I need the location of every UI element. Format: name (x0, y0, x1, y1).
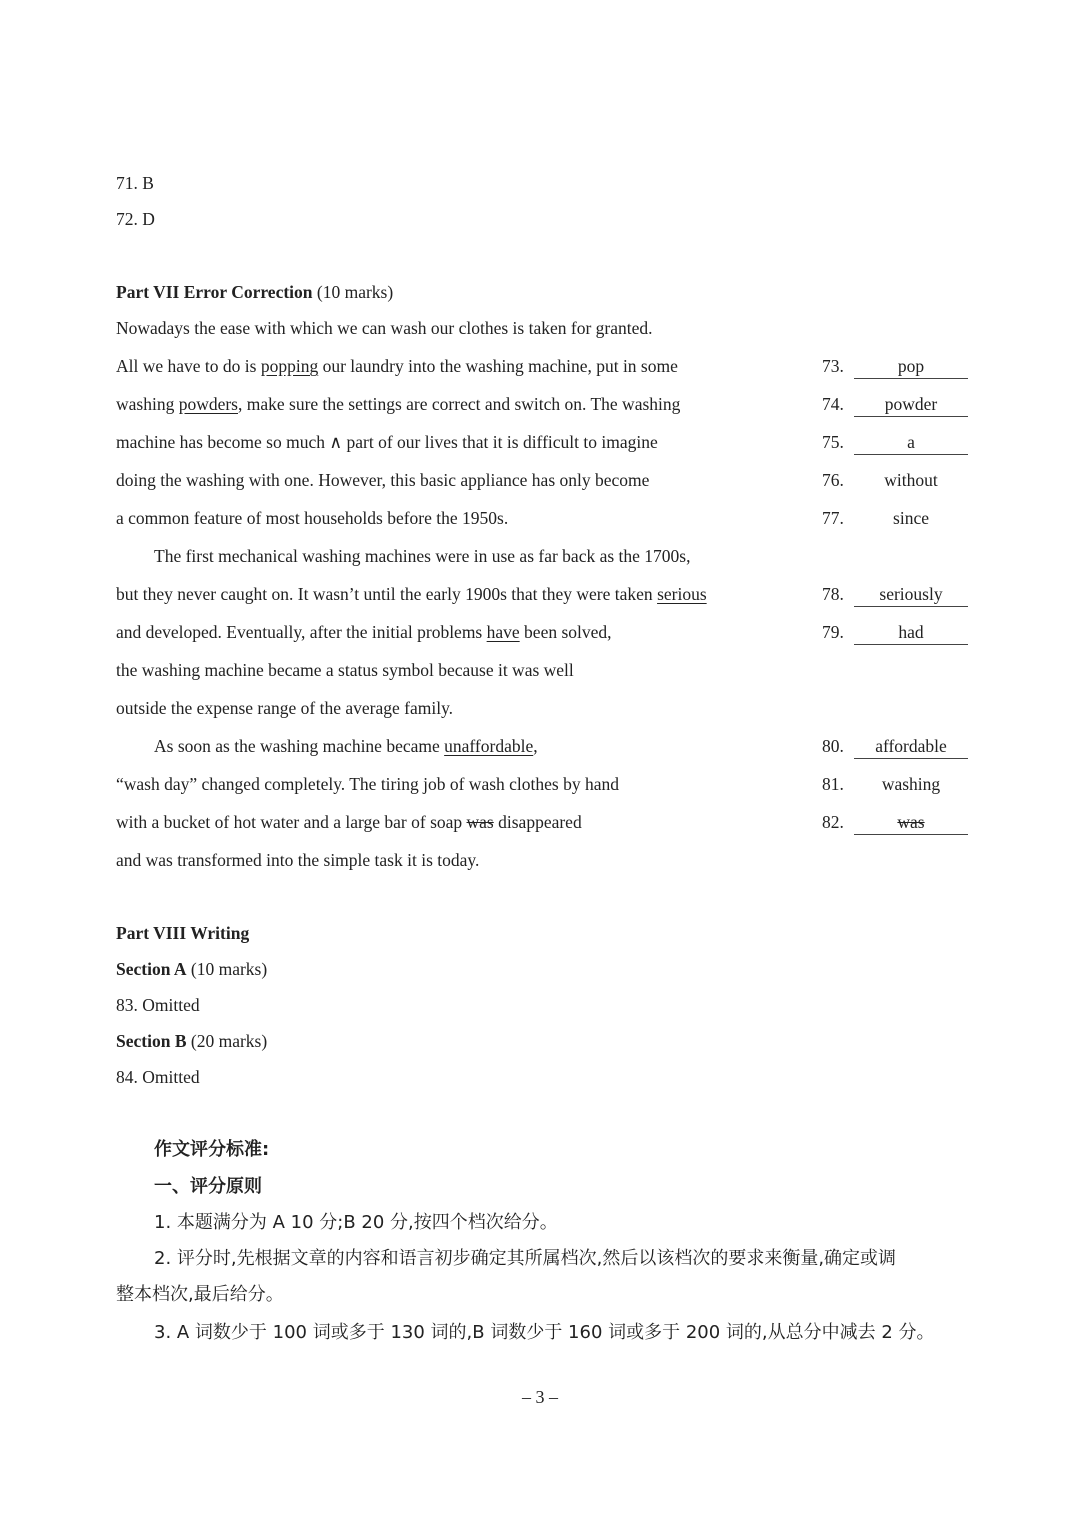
passage-line-15: and was transformed into the simple task it is today. (116, 850, 480, 870)
passage-line-3: washing powders, make sure the settings are correct and switch on. The washing (116, 394, 681, 414)
error-serious: serious (657, 584, 707, 604)
answer-76: 76. without (822, 470, 938, 490)
passage-line-10: the washing machine became a status symbol because it was well (116, 660, 574, 680)
rubric-point-2-cont: 整本档次,最后给分。 (116, 1284, 284, 1305)
answer-80: 80. affordable (822, 738, 968, 759)
rubric-point-1: 1. 本题满分为 A 10 分;B 20 分,按四个档次给分。 (154, 1212, 558, 1233)
part7-title: Part VII Error Correction (116, 282, 313, 302)
answer-83: 83. Omitted (116, 995, 200, 1015)
passage-line-6: a common feature of most households before the 1950s. (116, 508, 509, 528)
answer-75: 75. a (822, 434, 968, 455)
passage-line-5: doing the washing with one. However, this basic appliance has only become (116, 470, 650, 490)
answer-81: 81. washing (822, 774, 941, 794)
page-number: – 3 – (522, 1387, 558, 1407)
answer-84: 84. Omitted (116, 1067, 200, 1087)
rubric-heading: 作文评分标准: (154, 1139, 270, 1160)
error-have: have (486, 622, 520, 642)
rubric-point-2: 2. 评分时,先根据文章的内容和语言初步确定其所属档次,然后以该档次的要求来衡量,确定或调 (154, 1248, 897, 1269)
answer-72: 72. D (116, 209, 155, 229)
passage-line-2: All we have to do is popping our laundry into the washing machine, put in some (116, 356, 678, 376)
passage-line-14: with a bucket of hot water and a large bar of soap was disappeared (116, 812, 582, 832)
part7-marks: (10 marks) (312, 282, 394, 302)
passage-line-1: Nowadays the ease with which we can wash our clothes is taken for granted. (116, 318, 653, 338)
passage-line-4: machine has become so much ∧ part of our lives that it is difficult to imagine (116, 432, 658, 452)
answer-74: 74. powder (822, 396, 968, 417)
passage-line-11: outside the expense range of the average family. (116, 698, 454, 718)
rubric-point-3: 3. A 词数少于 100 词或多于 130 词的,B 词数少于 160 词或多于 200 词的,从总分中减去 2 分。 (154, 1322, 935, 1343)
passage-line-12: As soon as the washing machine became unaffordable, (154, 736, 538, 756)
section-b-heading: Section B (20 marks) (116, 1031, 268, 1051)
part7-heading (116, 284, 393, 302)
error-was: was (466, 812, 494, 832)
answer-79: 79. had (822, 624, 968, 645)
answer-73: 73. pop (822, 358, 968, 379)
passage-line-8: but they never caught on. It wasn’t until the early 1900s that they were taken serious (116, 584, 707, 604)
answer-82: 82. was (822, 814, 968, 835)
passage-line-9: and developed. Eventually, after the initial problems have been solved, (116, 622, 612, 642)
error-powders: powders (178, 394, 238, 414)
error-unaffordable: unaffordable (444, 736, 534, 756)
error-popping: popping (260, 356, 319, 376)
passage-line-7: The first mechanical washing machines were in use as far back as the 1700s, (154, 546, 691, 566)
section-a-heading: Section A (10 marks) (116, 959, 268, 979)
rubric-subheading: 一、评分原则 (154, 1176, 262, 1197)
answer-77: 77. since (822, 508, 929, 528)
part8-title: Part VIII Writing (116, 923, 250, 943)
answer-78: 78. seriously (822, 586, 968, 607)
passage-line-13: “wash day” changed completely. The tiring job of wash clothes by hand (116, 774, 619, 794)
answer-71: 71. B (116, 173, 154, 193)
